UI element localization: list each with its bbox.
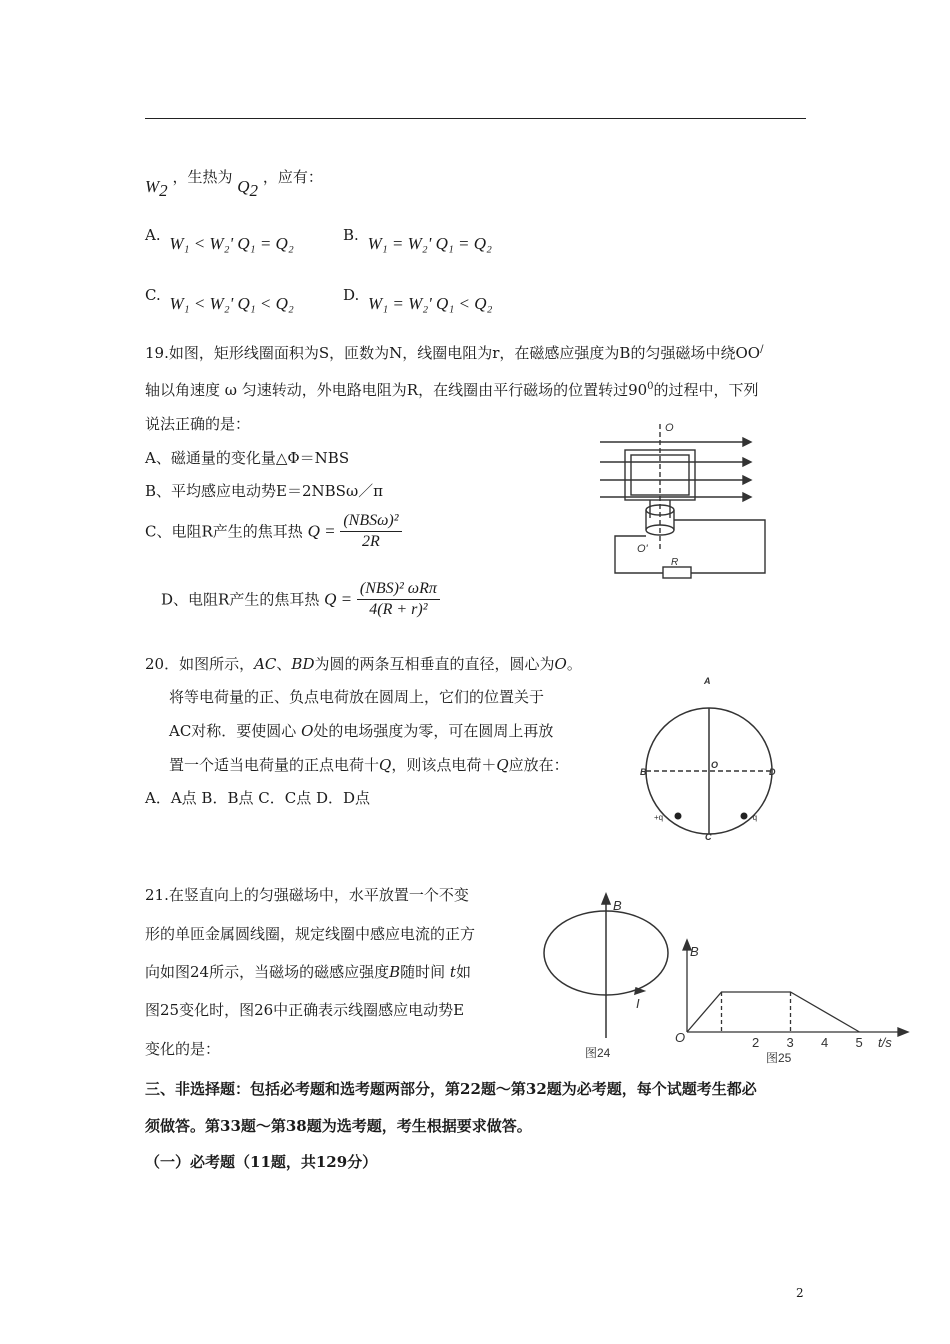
label-o-top: O bbox=[665, 422, 674, 434]
label-o: O bbox=[675, 1030, 686, 1045]
arrowhead bbox=[743, 493, 751, 501]
page-number: 2 bbox=[796, 1286, 804, 1300]
q20-line2: 将等电荷量的正、负点电荷放在圆周上，它们的位置关于 bbox=[169, 688, 545, 706]
q19-line1: 19.如图，矩形线圈面积为S，匝数为N，线圈电阻为r，在磁感应强度为B的匀强磁场中绕OO/ bbox=[145, 344, 764, 362]
label-minus-q: -q bbox=[750, 813, 758, 822]
arrowhead bbox=[743, 458, 751, 466]
q19-line2: 轴以角速度 ω 匀速转动，外电路电阻为R，在线圈由平行磁场的位置转过$90^0$的过程中，下列 bbox=[145, 381, 759, 399]
q20-line1: 20．如图所示，AC、BD为圆的两条互相垂直的直径，圆心为O。 bbox=[145, 655, 582, 673]
label-b: B bbox=[613, 898, 622, 913]
q21-line1: 21.在竖直向上的匀强磁场中，水平放置一个不变 bbox=[145, 886, 469, 904]
q18-tail: $W_2$ ，生热为 $Q_2$ ，应有： bbox=[145, 168, 323, 200]
b-curve bbox=[687, 992, 860, 1032]
label-c: C bbox=[705, 832, 712, 840]
x-tick-label: 3 bbox=[786, 1035, 794, 1050]
q21-line5: 变化的是： bbox=[145, 1040, 221, 1058]
b-arrow bbox=[602, 894, 610, 904]
q19-option-d: D、电阻R产生的焦耳热 Q = $\frac{\text{(NBS)² ωRπ}}{\text{4(R + r)²}}$ bbox=[161, 580, 440, 619]
q20-options: A．A点 B．B点 C．C点 D．D点 bbox=[145, 789, 371, 807]
q20-line3: AC对称．要使圆心 O处的电场强度为零，可在圆周上再放 bbox=[169, 722, 554, 740]
arrowhead bbox=[743, 476, 751, 484]
label-o: O bbox=[711, 760, 719, 770]
q18-option-c: C. W₁ < W₂' Q₁ < Q₂ bbox=[145, 286, 294, 313]
q18-option-d: D. W₁ = W₂' Q₁ < Q₂ bbox=[343, 286, 493, 313]
label-a: A bbox=[704, 676, 711, 686]
q19-coil-figure bbox=[595, 418, 775, 580]
q19-option-c: C、电阻R产生的焦耳热 Q = $\frac{\text{(NBSω)²}}{2R}$ bbox=[145, 512, 402, 551]
label-r: R bbox=[671, 557, 679, 568]
label-b: B bbox=[640, 767, 647, 777]
section3-line3: （一）必考题（11题，共129分） bbox=[145, 1153, 378, 1171]
x-tick-label: 2 bbox=[752, 1035, 760, 1050]
q20-circle-figure bbox=[638, 670, 788, 840]
q21-line3: 向如图24所示，当磁场的磁感应强度B随时间 t如 bbox=[145, 963, 471, 981]
fig24-caption: 图24 bbox=[585, 1046, 611, 1060]
q18-option-b: B. W₁ = W₂' Q₁ = Q₂ bbox=[343, 226, 492, 253]
x-tick-label: 5 bbox=[855, 1035, 863, 1050]
resistor bbox=[663, 567, 691, 578]
x-axis-arrow bbox=[898, 1028, 908, 1036]
label-b: B bbox=[690, 944, 699, 959]
x-tick-label: 4 bbox=[821, 1035, 829, 1050]
current-arrow bbox=[635, 988, 644, 994]
q19-line3: 说法正确的是： bbox=[145, 415, 251, 433]
q21-line2: 形的单匝金属圆线圈，规定线圈中感应电流的正方 bbox=[145, 925, 476, 943]
label-i: I bbox=[636, 996, 640, 1011]
q18-option-a: A. W₁ < W₂' Q₁ = Q₂ bbox=[145, 226, 294, 253]
fig25-graph bbox=[672, 936, 912, 1068]
header-rule bbox=[145, 118, 806, 119]
q20-line4: 置一个适当电荷量的正点电荷十Q，则该点电荷＋Q应放在： bbox=[169, 756, 569, 774]
q21-line4: 图25变化时，图26中正确表示线圈感应电动势E bbox=[145, 1001, 465, 1019]
q19-option-b: B、平均感应电动势E＝2NBSω／π bbox=[145, 482, 384, 500]
q19-option-a: A、磁通量的变化量△Φ＝NBS bbox=[145, 449, 350, 467]
charge-negative bbox=[741, 813, 748, 820]
fig25-caption: 图25 bbox=[766, 1051, 792, 1065]
arrowhead bbox=[743, 438, 751, 446]
charge-positive bbox=[675, 813, 682, 820]
fig24-coil bbox=[540, 888, 680, 1068]
section3-line1: 三、非选择题：包括必考题和选考题两部分，第22题～第32题为必考题，每个试题考生都必 bbox=[145, 1080, 757, 1098]
section3-line2: 须做答。第33题～第38题为选考题，考生根据要求做答。 bbox=[145, 1117, 532, 1135]
label-o-bottom: O' bbox=[637, 543, 648, 555]
label-d: D bbox=[769, 767, 776, 777]
x-axis-label: t/s bbox=[878, 1035, 892, 1050]
label-plus-q: +q bbox=[654, 813, 664, 822]
